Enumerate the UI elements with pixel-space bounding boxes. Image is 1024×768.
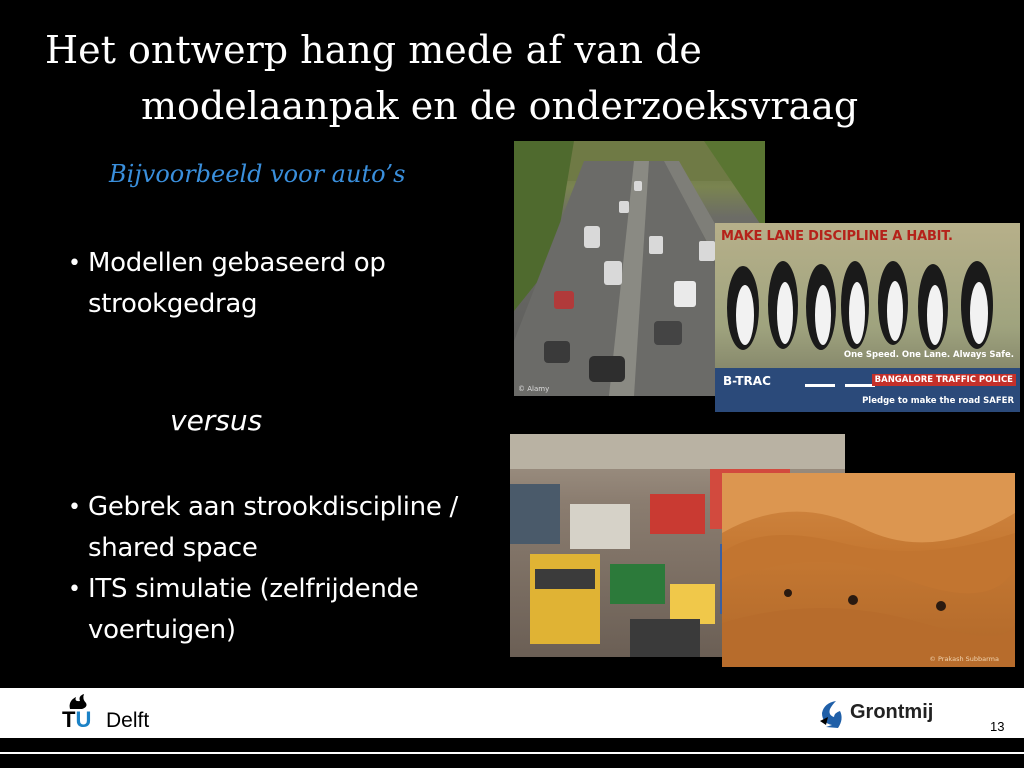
tu-logo-u: U [75,707,92,732]
bullet-text: ITS simulatie (zelfrijdende voertuigen) [88,574,419,645]
grontmij-logo [818,699,934,731]
footer-divider [0,752,1024,754]
grontmij-mark-icon [818,699,846,729]
lane-discipline-poster [715,223,1020,412]
versus-label: versus [170,404,263,437]
tu-logo-t: T [62,707,76,732]
poster-headline: MAKE LANE DISCIPLINE A HABIT. [721,229,953,244]
slide-title [45,22,1005,134]
desert-copyright: © Prakash Subbarma [929,655,999,663]
lane-dash [805,384,835,387]
grontmij-wordmark: Grontmij [850,701,934,723]
bullet-lane-models [68,243,488,325]
lane-dash [845,384,875,387]
tu-logo-delft: Delft [106,709,150,732]
bullet-dot: • [68,251,81,276]
bullet-its-simulation [68,569,508,651]
bullet-text: Modellen gebaseerd op strookgedrag [88,248,386,319]
bullet-dot: • [68,577,81,602]
title-line-1: Het ontwerp hang mede af van de [45,28,702,72]
tu-logo-letters [62,707,91,733]
desert-photo [722,473,1015,667]
title-line-2: modelaanpak en de onderzoeksvraag [141,84,859,128]
page-number: 13 [990,719,1005,734]
highway-copyright: © Alamy [518,385,550,393]
poster-tagline: One Speed. One Lane. Always Safe. [843,350,1014,360]
subtitle: Bijvoorbeeld voor auto’s [109,160,406,188]
bullet-text: Gebrek aan strookdiscipline / shared space [88,492,458,563]
bullet-dot: • [68,495,81,520]
bullet-shared-space [68,487,518,569]
desert-illustration [722,473,1015,667]
poster-pledge: Pledge to make the road SAFER [862,396,1014,406]
poster-brand: B-TRAC [723,374,771,388]
poster-police-label: BANGALORE TRAFFIC POLICE [872,374,1016,386]
